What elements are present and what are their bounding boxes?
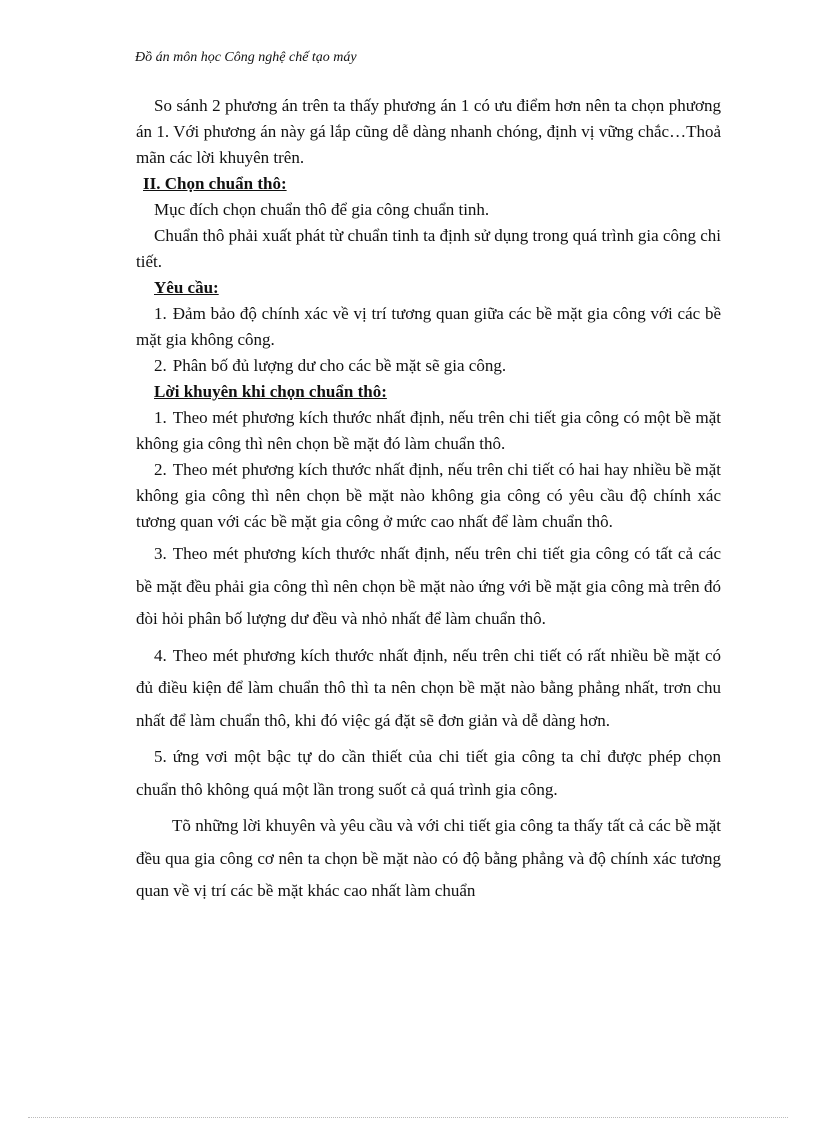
advice-item bbox=[136, 741, 721, 806]
requirement-item bbox=[136, 353, 721, 379]
requirement-number: 1. bbox=[154, 304, 167, 323]
advice-title: Lời khuyên khi chọn chuẩn thô: bbox=[154, 382, 387, 401]
advice-number: 1. bbox=[154, 408, 167, 427]
section-title: II. Chọn chuẩn thô: bbox=[143, 174, 287, 193]
page-header: Đồ án môn học Công nghệ chế tạo máy bbox=[135, 50, 357, 65]
advice-number: 3. bbox=[154, 544, 167, 563]
purpose-paragraph: Mục đích chọn chuẩn thô để gia công chuẩn tinh. bbox=[154, 200, 490, 219]
advice-text: Theo mét phương kích thước nhất định, nếu trên chi tiết gia công có một bề mặt không gia công thì nên chọn bề mặt đó làm chuẩn thô. bbox=[136, 408, 721, 453]
advice-number: 5. bbox=[154, 747, 167, 766]
advice-item bbox=[136, 640, 721, 738]
intro-paragraph: So sánh 2 phương án trên ta thấy phương án 1 có ưu điểm hơn nên ta chọn phương án 1. Với phương án này gá lắp cũng dễ dàng nhanh chóng, định vị vững chắc…Thoả mãn các lời khuyên trên. bbox=[136, 96, 721, 167]
requirements-title: Yêu cầu: bbox=[154, 278, 219, 297]
advice-item bbox=[136, 405, 721, 457]
conclusion-paragraph: Tõ những lời khuyên và yêu cầu và với chi tiết gia công ta thấy tất cả các bề mặt đều qua gia công cơ nên ta chọn bề mặt nào có độ bằng phẳng và độ chính xác tương quan về vị trí các bề mặt khác cao nhất làm chuẩn bbox=[136, 816, 721, 900]
requirement-item bbox=[136, 301, 721, 353]
advice-text: Theo mét phương kích thước nhất định, nếu trên chi tiết có rất nhiều bề mặt có đủ điều kiện để làm chuẩn thô thì ta nên chọn bề mặt nào bằng phẳng nhất, trơn chu nhất để làm chuẩn thô, khi đó việc gá đặt sẽ đơn giản và dễ dàng hơn. bbox=[136, 645, 721, 730]
requirement-text: Phân bố đủ lượng dư cho các bề mặt sẽ gia công. bbox=[172, 356, 507, 375]
footer-divider bbox=[28, 1117, 788, 1118]
requirement-text: Đảm bảo độ chính xác về vị trí tương quan giữa các bề mặt gia công với các bề mặt gia không công. bbox=[136, 304, 721, 349]
advice-text: Theo mét phương kích thước nhất định, nếu trên chi tiết gia công có tất cả các bề mặt đều phải gia công thì nên chọn bề mặt nào ứng với bề mặt gia công mà trên đó đòi hỏi phân bố lượng dư đều và nhỏ nhất để làm chuẩn thô. bbox=[136, 544, 721, 628]
advice-text: Theo mét phương kích thước nhất định, nếu trên chi tiết có hai hay nhiều bề mặt không gia công thì nên chọn bề mặt nào không gia công có yêu cầu độ chính xác tương quan với các bề mặt gia công ở mức cao nhất để làm chuẩn thô. bbox=[136, 460, 721, 531]
advice-number: 2. bbox=[154, 460, 167, 479]
document-body bbox=[136, 93, 721, 908]
advice-number: 4. bbox=[154, 645, 167, 665]
advice-item bbox=[136, 457, 721, 535]
advice-text: ứng vơi một bậc tự do cần thiết của chi tiết gia công ta chỉ được phép chọn chuẩn thô không quá một lần trong suốt cả quá trình gia công. bbox=[136, 747, 721, 799]
advice-item bbox=[136, 538, 721, 636]
requirement-number: 2. bbox=[154, 356, 167, 375]
origin-paragraph: Chuẩn thô phải xuất phát từ chuẩn tinh ta định sử dụng trong quá trình gia công chi tiết. bbox=[136, 226, 721, 271]
